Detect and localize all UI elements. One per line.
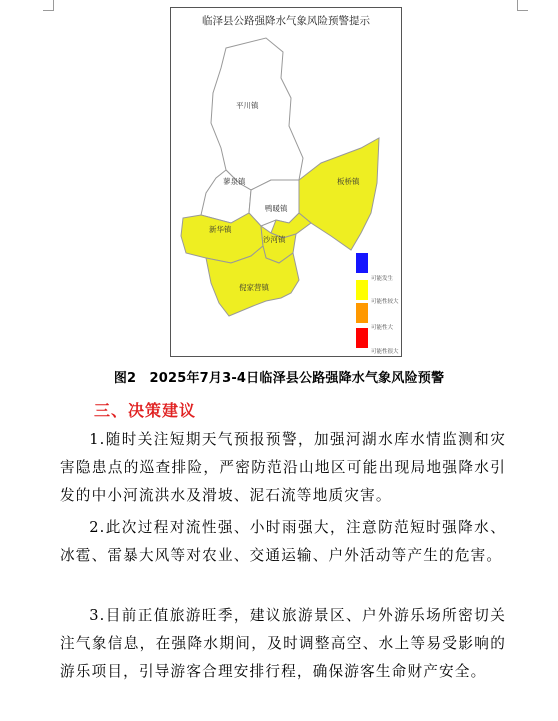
- region-pingchuan: [211, 38, 303, 190]
- paragraph-1: 1.随时关注短期天气预报预警，加强河湖水库水情监测和灾害隐患点的巡查排险，严密防范沿山地区可能出现局地强降水引发的中小河流洪水及滑坡、泥石流等地质灾害。: [60, 431, 506, 504]
- figure-caption: 图2 2025年7月3-4日临泽县公路强降水气象风险预警: [113, 371, 445, 386]
- town-label-pingchuan: 平川镇: [236, 101, 259, 110]
- legend-swatch-extremely-likely: [356, 328, 368, 348]
- paragraph-3: 3.目前正值旅游旺季，建议旅游景区、户外游乐场所密切关注气象信息，在强降水期间，及时调整高空、水上等易受影响的游乐项目，引导游客合理安排行程，确保游客生命财产安全。: [60, 607, 506, 680]
- town-label-banqiao: 板桥镇: [337, 177, 360, 186]
- town-label-yanuan: 鸭暖镇: [265, 204, 288, 213]
- map-regions: [171, 8, 403, 358]
- region-xinhua: [181, 213, 263, 263]
- legend-label-likely: 可能性较大: [371, 299, 399, 305]
- warning-map: [170, 7, 402, 357]
- town-label-xinhua: 新华镇: [209, 225, 232, 234]
- section-heading: 三、决策建议: [94, 401, 197, 420]
- town-label-liaoquan: 蓼泉镇: [223, 177, 246, 186]
- region-banqiao: [299, 138, 379, 250]
- legend-swatch-likely: [356, 280, 368, 300]
- page-corner-mark-left: [43, 0, 54, 11]
- map-title: 临泽县公路强降水气象风险预警提示: [202, 15, 370, 27]
- page-corner-mark-right: [517, 0, 528, 11]
- legend-swatch-very-likely: [356, 303, 368, 323]
- legend-label-extremely-likely: 可能性很大: [371, 349, 399, 355]
- paragraph-2: 2.此次过程对流性强、小时雨强大，注意防范短时强降水、冰雹、雷暴大风等对农业、交通运输、户外活动等产生的危害。: [60, 519, 506, 564]
- town-label-shahe: 沙河镇: [263, 235, 286, 244]
- town-label-nijiaying: 倪家营镇: [239, 283, 269, 292]
- legend-swatch-possible: [356, 253, 368, 273]
- legend-label-very-likely: 可能性大: [371, 325, 394, 331]
- legend-label-possible: 可能发生: [371, 276, 394, 282]
